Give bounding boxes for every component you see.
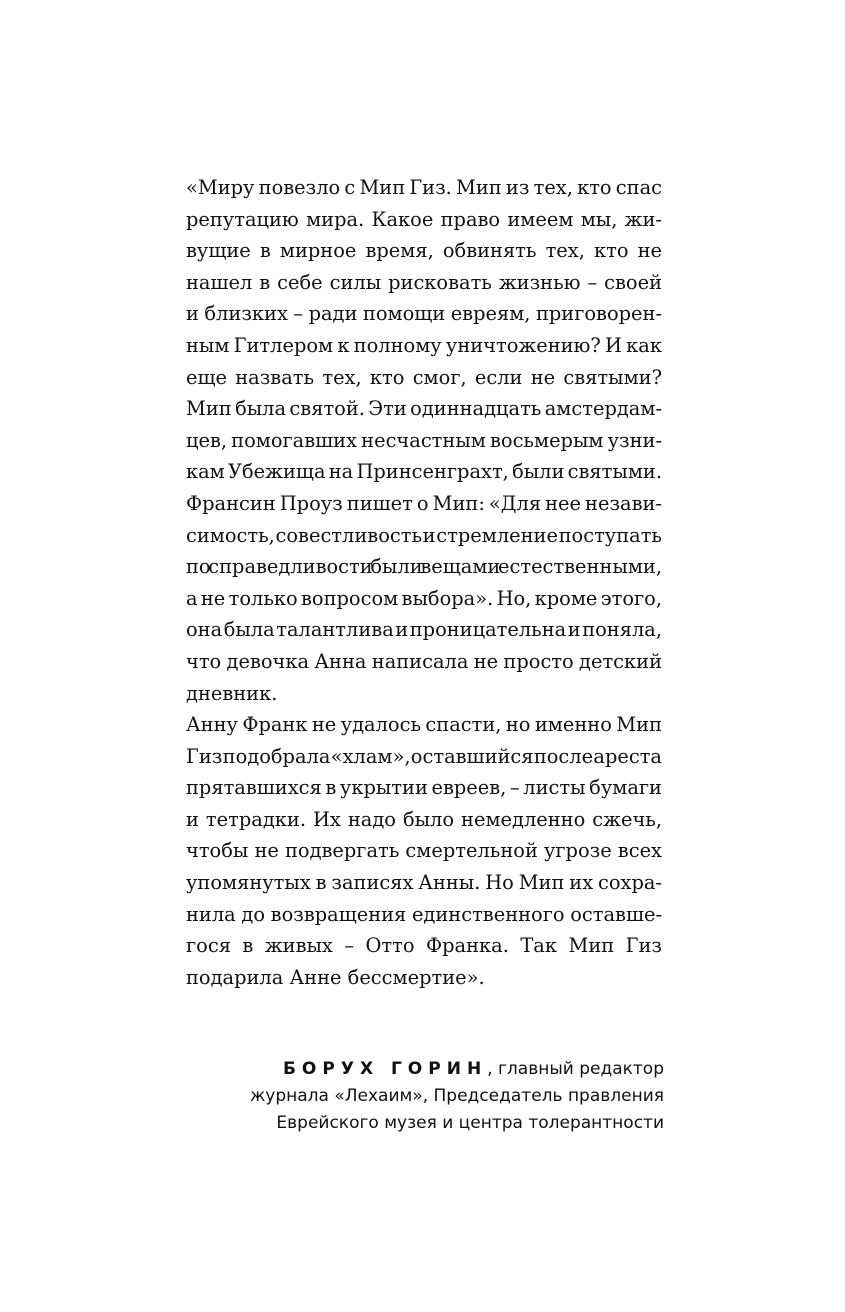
text-line: еще назвать тех, кто смог, если не святыми? [186,365,662,389]
text-line: ным Гитлером к полному уничтожению? И как [186,333,662,357]
text-line: нашел в себе силы рисковать жизнью – своей [186,270,662,294]
text-line: Мип была святой. Эти одиннадцать амстердам- [186,397,662,421]
text-line: что девочка Анна написала не просто детский [186,649,662,673]
text-line: и тетрадки. Их надо было немедленно сжечь, [186,807,662,831]
text-line: а не только вопросом выбора». Но, кроме этого, [186,586,662,610]
text-line: цев, помогавших несчастным восьмерым узни- [186,428,662,452]
text-line: нила до возвращения единственного оставше- [186,902,662,926]
text-line: вущие в мирное время, обвинять тех, кто не [186,239,662,263]
text-line: кам Убежища на Принсенграхт, были святыми. [186,460,662,484]
signature-line-1 [246,1056,664,1083]
author-title: , главный редактор [487,1059,664,1079]
author-name: БОРУХ ГОРИН [282,1059,488,1079]
text-line: упомянутых в записях Анны. Но Мип их сохра- [186,871,662,895]
text-line: она была талантлива и проницательна и поняла, [186,618,662,642]
text-line: репутацию мира. Какое право имеем мы, жи- [186,207,662,231]
text-line: дневник. [186,681,278,705]
text-line: чтобы не подвергать смертельной угрозе всех [186,839,662,863]
text-line: подарила Анне бессмертие». [186,965,485,989]
text-line: симость, совестливость и стремление поступать [186,523,662,547]
text-line: «Миру повезло с Мип Гиз. Мип из тех, кто спас [186,176,662,199]
quote-text [186,172,662,993]
text-line: гося в живых – Отто Франка. Так Мип Гиз [186,934,662,958]
quote-paragraph-1 [186,172,662,709]
author-signature [246,1056,664,1137]
text-line: и близких – ради помощи евреям, приговорен- [186,302,662,326]
text-line: Франсин Проуз пишет о Мип: «Для нее незави- [186,491,662,515]
signature-line-3: Еврейского музея и центра толерантности [276,1113,664,1133]
signature-line-2: журнала «Лехаим», Председатель правления [249,1086,664,1106]
text-line: прятавшихся в укрытии евреев, – листы бумаги [186,776,662,800]
quote-paragraph-2 [186,709,662,993]
text-line: Гиз подобрала «хлам», оставшийся после ареста [186,744,662,768]
text-line: по справедливости были вещами естественными, [186,555,662,579]
text-line: Анну Франк не удалось спасти, но именно Мип [186,713,662,737]
